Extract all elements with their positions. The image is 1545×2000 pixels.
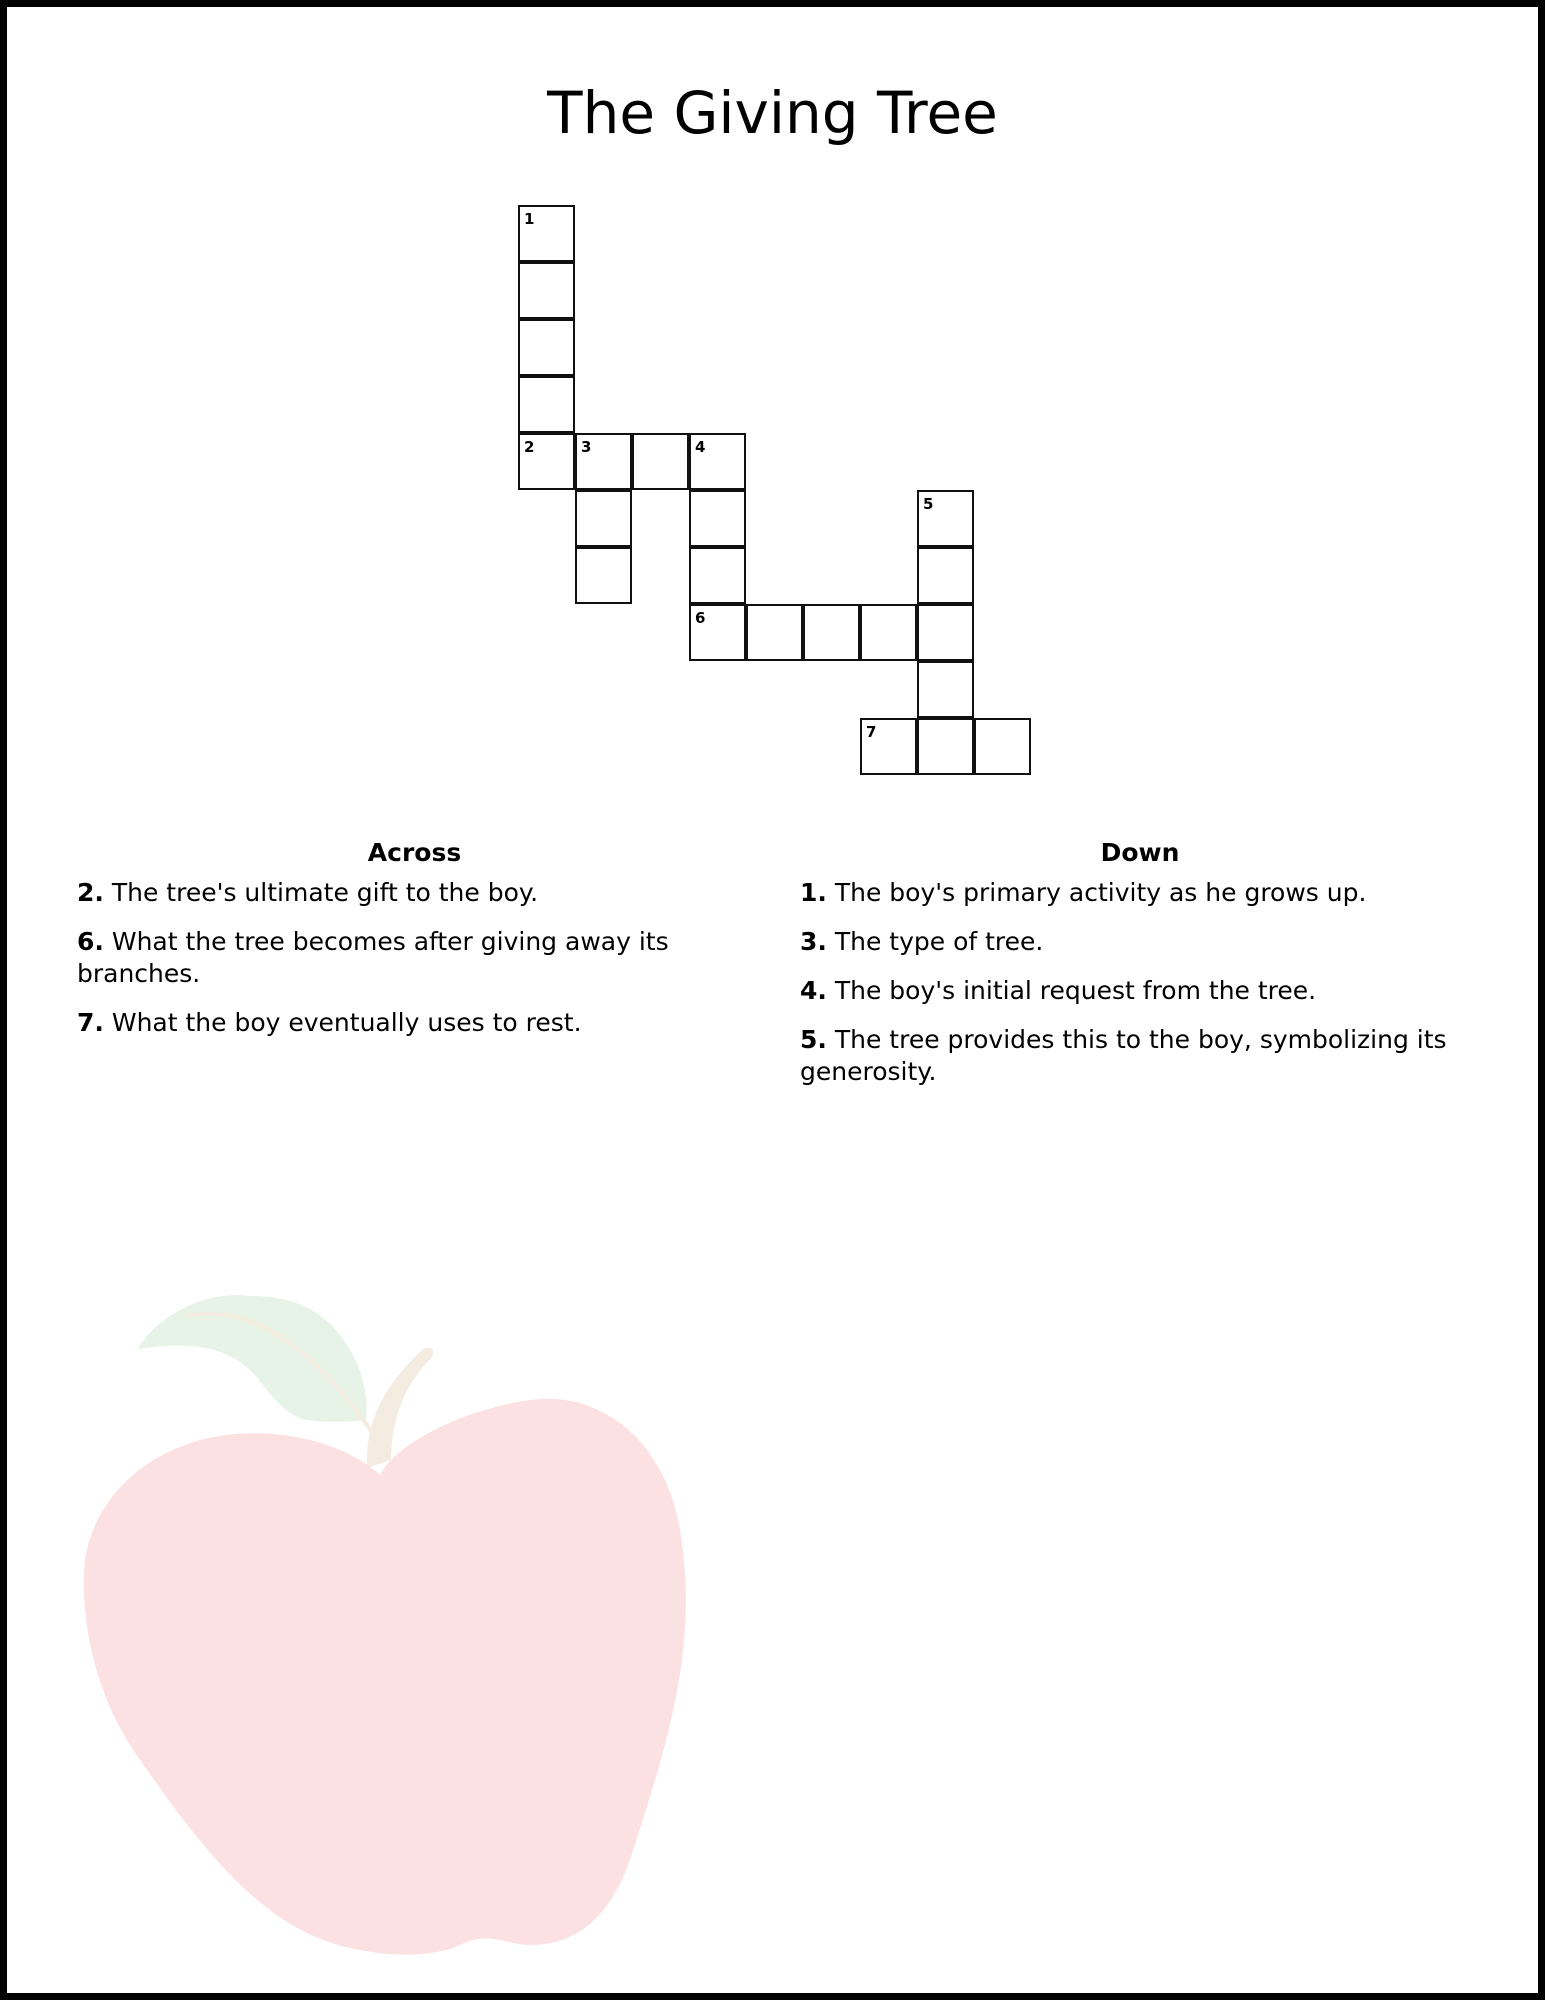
clue-text: What the tree becomes after giving away its branches. — [77, 927, 669, 988]
clue-text: The boy's primary activity as he grows up. — [826, 878, 1367, 907]
crossword-grid — [518, 205, 1031, 775]
grid-cell[interactable] — [689, 433, 746, 490]
grid-cell[interactable] — [860, 718, 917, 775]
clue-across-6 — [77, 926, 752, 990]
cell-number: 5 — [923, 495, 934, 513]
grid-cell[interactable] — [917, 661, 974, 718]
clue-text: The type of tree. — [826, 927, 1044, 956]
worksheet-page — [7, 7, 1538, 1993]
grid-cell[interactable] — [632, 433, 689, 490]
clue-text: What the boy eventually uses to rest. — [103, 1008, 582, 1037]
clue-number: 1. — [800, 878, 827, 907]
grid-cell[interactable] — [575, 433, 632, 490]
grid-cell[interactable] — [518, 319, 575, 376]
clue-text: The tree's ultimate gift to the boy. — [103, 878, 539, 907]
down-heading: Down — [1100, 838, 1180, 867]
stem-icon — [367, 1348, 433, 1468]
grid-cell[interactable] — [746, 604, 803, 661]
cell-number: 6 — [695, 609, 706, 627]
grid-cell[interactable] — [575, 547, 632, 604]
cell-number: 4 — [695, 438, 706, 456]
clue-number: 2. — [77, 878, 104, 907]
grid-cell[interactable] — [917, 490, 974, 547]
grid-cell[interactable] — [917, 604, 974, 661]
clue-text: The boy's initial request from the tree. — [826, 976, 1317, 1005]
grid-cell[interactable] — [689, 490, 746, 547]
clue-down-5 — [800, 1024, 1480, 1088]
grid-cell[interactable] — [518, 205, 575, 262]
cell-number: 7 — [866, 723, 877, 741]
grid-cell[interactable] — [518, 376, 575, 433]
grid-cell[interactable] — [974, 718, 1031, 775]
grid-cell[interactable] — [917, 718, 974, 775]
clue-number: 5. — [800, 1025, 827, 1054]
clue-text: The tree provides this to the boy, symbolizing its generosity. — [800, 1025, 1447, 1086]
clue-number: 3. — [800, 927, 827, 956]
page-title: The Giving Tree — [547, 79, 998, 147]
clue-down-4 — [800, 975, 1480, 1007]
across-heading: Across — [367, 838, 462, 867]
clue-number: 7. — [77, 1008, 104, 1037]
down-clues — [800, 837, 1480, 1105]
clue-across-2 — [77, 877, 752, 909]
grid-cell[interactable] — [803, 604, 860, 661]
leaf-icon — [138, 1295, 367, 1422]
grid-cell[interactable] — [518, 262, 575, 319]
across-clues — [77, 837, 752, 1056]
clue-down-3 — [800, 926, 1480, 958]
clue-number: 6. — [77, 927, 104, 956]
grid-cell[interactable] — [518, 433, 575, 490]
grid-cell[interactable] — [575, 490, 632, 547]
clue-down-1 — [800, 877, 1480, 909]
cell-number: 2 — [524, 438, 535, 456]
grid-cell[interactable] — [689, 604, 746, 661]
cell-number: 3 — [581, 438, 592, 456]
clue-number: 4. — [800, 976, 827, 1005]
grid-cell[interactable] — [689, 547, 746, 604]
clue-across-7 — [77, 1007, 752, 1039]
grid-cell[interactable] — [860, 604, 917, 661]
cell-number: 1 — [524, 210, 535, 228]
grid-cell[interactable] — [917, 547, 974, 604]
apple-body — [84, 1399, 686, 1955]
